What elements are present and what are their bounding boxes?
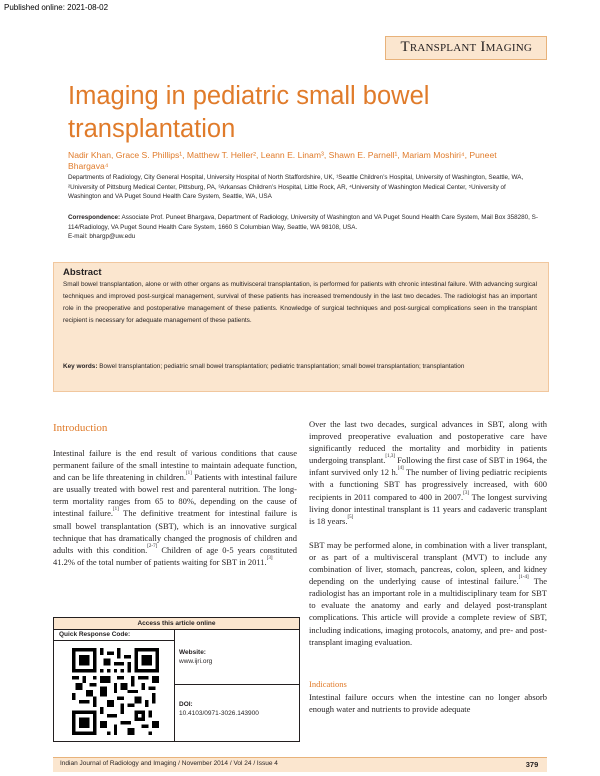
citation[interactable]: [4] [397,466,404,472]
section-tag [385,36,547,60]
citation[interactable]: [1] [185,471,192,477]
footer-journal: Indian Journal of Radiology and Imaging / November 2014 / Vol 24 / Issue 4 [60,760,278,767]
qr-code-icon[interactable] [72,648,159,735]
keywords-label: Key words: [63,363,98,370]
divider [174,684,299,685]
indications-heading: Indications [309,679,347,689]
abstract-text: Small bowel transplantation, alone or with other organs as multivisceral transplantation, is performed for patients with chronic intestinal failure. With advancing surgical techniques and improved post-surgical management, survival of these patients has increased tremendously in the last two decades. The radiologist has an important role in the preoperative and postoperative management of these patients. Knowledge of surgical techniques and post-surgical complications seen in the transplant recipient is necessary for adequate management of these patients. [63,281,537,324]
correspondence-label: Correspondence: [68,214,121,221]
website-link[interactable]: www.ijri.org [179,658,213,665]
divider [174,630,175,741]
intro-paragraph: Intestinal failure is the end result of various conditions that cause permanent failure of the small intestine to maintain adequate function, and can be life threatening in children.[1] Patients with intestinal failure are usually treated with bowel rest and parenteral nutrition. The long-term mortality ranges from 65 to 80%, depending on the cause of intestinal failure.[1] The definitive treatment for intestinal failure is small bowel transplantation (SBT), which is an innovative surgical technique that has dramatically changed the prognosis of children and adults with this condition.[2-7] Children of age 0-5 years constituted 41.2% of the total number of patients waiting for SBT in 2011.[3] [53,448,298,567]
author-list: Nadir Khan, Grace S. Phillips¹, Matthew T. Heller², Leann E. Linam³, Shawn E. Parnell¹, Mariam Moshiri⁴, Puneet Bhargava⁴ [68,150,497,171]
doi-label: DOI: [179,701,193,708]
citation[interactable]: [5] [347,514,354,520]
doi-link[interactable]: 10.4103/0971-3026.143900 [179,710,259,717]
citation[interactable]: [3] [463,490,470,496]
keywords [63,361,537,372]
abstract-heading: Abstract [63,267,102,278]
keywords-list: Bowel transplantation; pediatric small bowel transplantation; pediatric transplantation; small bowel transplantation; transplantation [99,363,465,370]
right-column [309,418,547,648]
citation[interactable]: [1-4] [518,575,529,581]
website-label: Website: [179,649,206,656]
correspondence-email[interactable]: E-mail: bhargp@uw.edu [68,233,136,241]
introduction-heading: Introduction [53,422,108,434]
access-heading: Access this article online [54,618,299,630]
citation[interactable]: [1,3] [385,454,395,460]
correspondence-text: Associate Prof. Puneet Bhargava, Department of Radiology, University of Washington and VA Puget Sound Health Care System, Mail Box 358280, S-114/Radiology, VA Puget Sound Health Care System, 1660 S Columbian Way, Seattle, WA 98108, USA. [68,214,538,231]
section-label: Transplant Imaging [400,39,532,55]
citation[interactable]: [3] [266,555,273,561]
citation[interactable]: [1] [112,507,119,513]
access-box [53,617,300,742]
indications-paragraph: Intestinal failure occurs when the intestine can no longer absorb enough water and nutrients to provide adequate [309,692,547,715]
correspondence [68,213,538,242]
affiliations: Departments of Radiology, City General Hospital, University Hospital of North Staffordshire, UK, ¹Seattle Children’s Hospital, University of Washington, Seattle, WA, ²University of Pittsburg Medical Center, Pittsburg, PA, ³Arkansas Children’s Hospital, Little Rock, AR, ⁴University of Washington Medical Center, ⁵University of Washington and VA Puget Sound Health Care System, Seattle, WA, USA [68,174,524,201]
citation[interactable]: [2-7] [147,543,158,549]
divider [54,640,174,641]
qr-label: Quick Response Code: [59,631,131,638]
paragraph: SBT may be performed alone, in combination with a liver transplant, or as part of a multivisceral transplant (MVT) to include any combination of liver, stomach, pancreas, colon, spleen, and kidney depending on the underlying cause of intestinal failure.[1-4] The radiologist has an important role in a multidisciplinary team for SBT to evaluate the anatomy and early and delayed post-transplant complications. This article will provide a complete review of SBT, including indications, imaging protocols, anatomy, and pre- and post-transplant imaging evaluation. [309,539,548,647]
article-title: Imaging in pediatric small bowel transplantation [68,82,430,143]
page-number: 379 [525,760,539,769]
published-date: Published online: 2021-08-02 [4,3,109,12]
paragraph: Over the last two decades, surgical advances in SBT, along with improved preoperative evaluation and postoperative care have significantly reduced the mortality and morbidity in patients undergoing transplant.[1,3] Following the first case of SBT in 1964, the infant survived only 12 h.[4] The number of living pediatric recipients with a functioning SBT has progressively increased, with 600 recipients in 2011 compared to 400 in 2007.[3] The longest surviving living donor intestinal transplant is 11 years and cadaveric transplant is 18 years.[5] [309,419,547,526]
